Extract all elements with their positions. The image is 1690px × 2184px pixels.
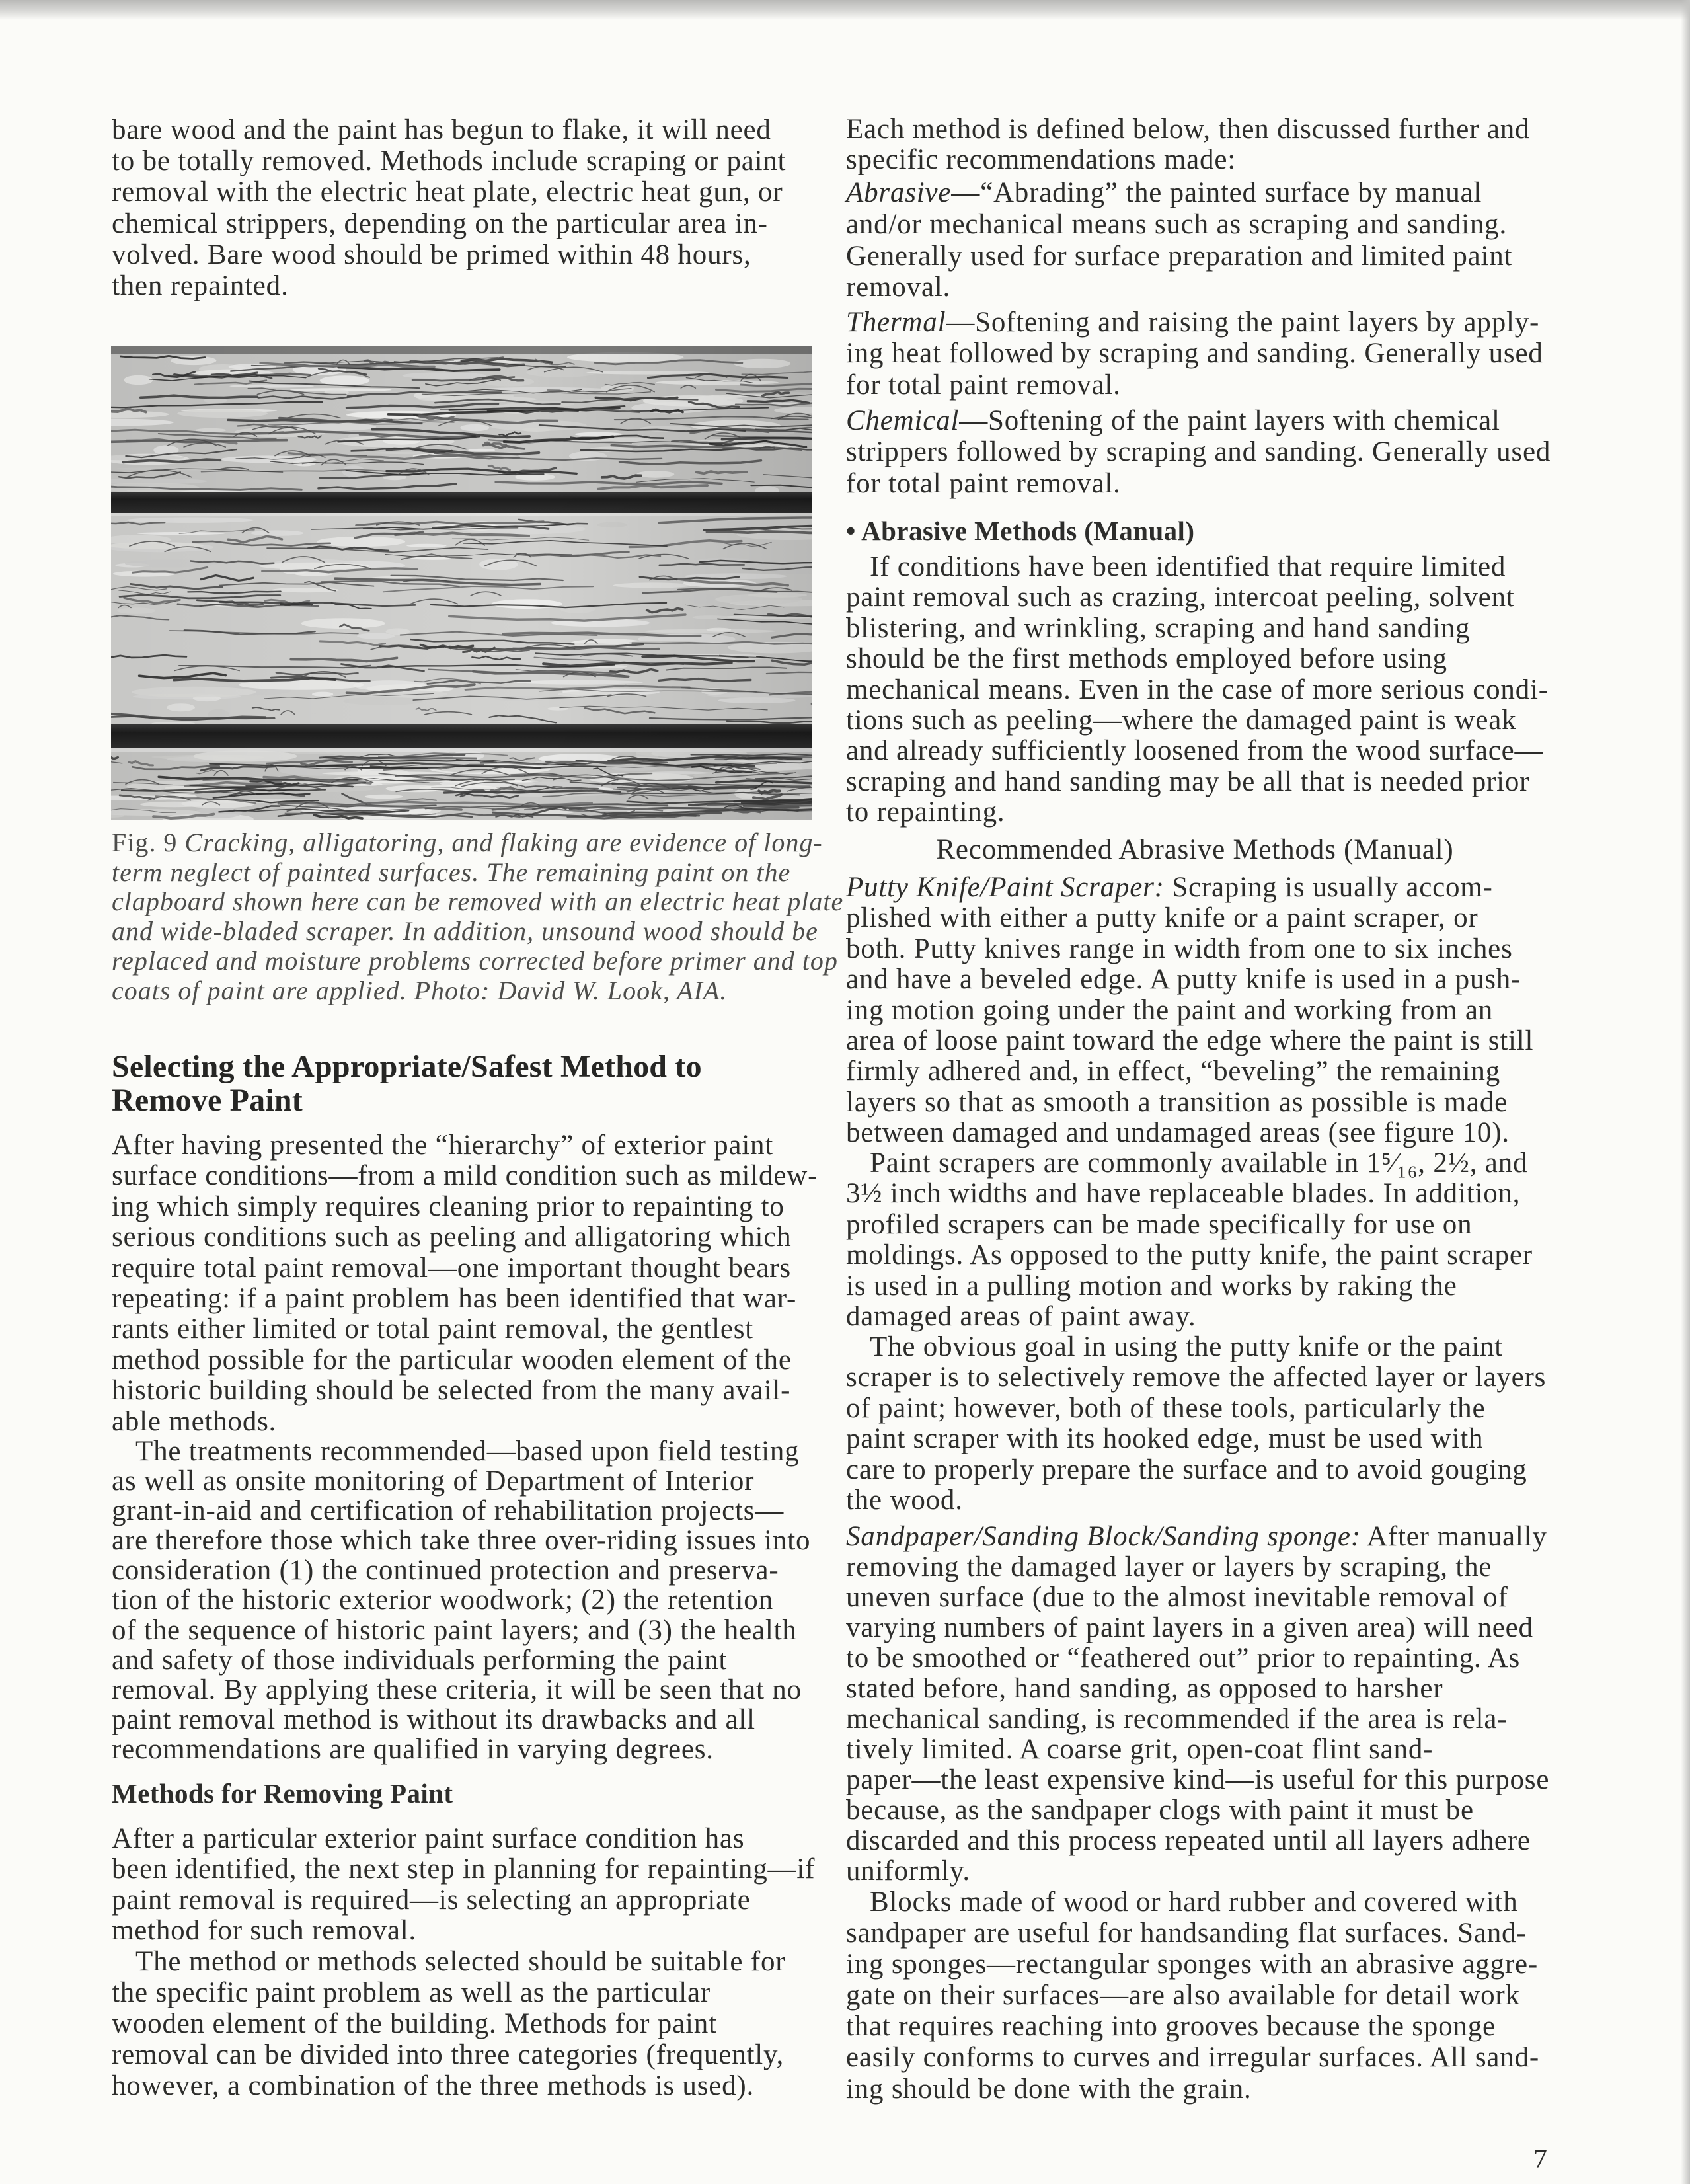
sandpaper-term: Sandpaper/Sanding Block/Sanding sponge: [846,1521,1361,1552]
treatments-paragraph: The treatments recommended—based upon field testing as well as onsite monitoring of Department of Interior grant-in-aid and certification of rehabilitation projects— are therefore those which take three over-riding issues into consideration (1) the continued protection and preserva- tion of the historic exterior woodwork; (2) the retention of the sequence of historic paint layers; and (3) the health and safety of those individuals performing the paint removal. By applying these criteria, it will be seen that no paint removal method is without its drawbacks and all recommendations are qualified in varying degrees. [112,1436,811,1765]
thermal-definition-text: —Softening and raising the paint layers by apply- ing heat followed by scraping and sanding. Generally used for total paint removal. [846,307,1543,401]
thermal-definition [846,307,1543,401]
condition-identified-paragraph: After a particular exterior paint surface condition has been identified, the next step in planning for repainting—if paint removal is required—is selecting an appropriate method for such removal. [112,1823,816,1947]
hierarchy-paragraph: After having presented the “hierarchy” of exterior paint surface conditions—from a mild condition such as mildew- ing which simply requires cleaning prior to repainting to serious conditions such as peeling and alligatoring which require total paint removal—one important thought bears repeating: if a paint problem has been identified that war- rants either limited or total paint removal, the gentlest method possible for the particular wooden element of the historic building should be selected from the many avail- able methods. [112,1130,818,1437]
scan-edge-right [1681,0,1690,2184]
abrasive-methods-heading: • Abrasive Methods (Manual) [846,516,1195,546]
figure-label: Fig. 9 [112,828,178,857]
photo-shading [111,346,812,820]
paint-scrapers-paragraph: Paint scrapers are commonly available in 1⁵⁄₁₆, 2½, and 3½ inch widths and have replaceable blades. In addition, profiled scrapers can be made specifically for use on moldings. As opposed to the putty knife, the paint scraper is used in a pulling motion and works by raking the damaged areas of paint away. [846,1148,1533,1333]
sandpaper-paragraph [846,1522,1549,1887]
methods-intro: Each method is defined below, then discussed further and specific recommendations made: [846,114,1530,176]
recommended-abrasive-heading: Recommended Abrasive Methods (Manual) [936,834,1454,865]
sandpaper-text: After manually removing the damaged layer or layers by scraping, the uneven surface (due to the almost inevitable removal of varying numbers of paint layers in a given area) will need to be smoothed or “feathered out” prior to repainting. As stated before, hand sanding, as opposed to harsher mechanical sanding, is recommended if the area is rela- tively limited. A coarse grit, open-coat flint sand- paper—the least expensive kind—is useful for this purpose because, as the sandpaper clogs with paint it must be discarded and this process repeated until all layers adhere uniformly. [846,1521,1550,1887]
page-number: 7 [1533,2144,1548,2175]
intro-paragraph: bare wood and the paint has begun to flake, it will need to be totally removed. Methods include scraping or paint removal with the electric heat plate, electric heat gun, or chemical strippers, depending on the particular area in- volved. Bare wood should be primed within 48 hours, then repainted. [112,114,787,302]
putty-knife-text: Scraping is usually accom- plished with either a putty knife or a paint scraper, or both. Putty knives range in width from one to six inches and have a beveled edge. A putty knife is used in a push- ing motion going under the paint and working from an area of loose paint toward the edge where the paint is still firmly adhered and, in effect, “beveling” the remaining layers so that as smooth a transition as possible is made between damaged and undamaged areas (see figure 10). [846,872,1534,1149]
putty-knife-term: Putty Knife/Paint Scraper: [846,872,1165,903]
obvious-goal-paragraph: The obvious goal in using the putty knife or the paint scraper is to selectively remove the affected layer or layers of paint; however, both of these tools, particularly the paint scraper with its hooked edge, must be used with care to properly prepare the surface and to avoid gouging the wood. [846,1331,1547,1516]
figure-caption [112,828,843,1005]
method-selection-paragraph: The method or methods selected should be suitable for the specific paint problem as well as the particular wooden element of the building. Methods for paint removal can be divided into three categories (frequently, however, a combination of the three methods is used). [112,1946,786,2101]
thermal-term: Thermal [846,307,946,338]
abrasive-definition-text: —“Abrading” the painted surface by manual and/or mechanical means such as scraping and sanding. Generally used for surface preparation and limited paint removal. [846,177,1513,303]
chemical-definition [846,405,1551,499]
scan-edge-top [0,0,1690,20]
abrasive-definition [846,177,1512,303]
abrasive-methods-paragraph: If conditions have been identified that require limited paint removal such as crazing, intercoat peeling, solvent blistering, and wrinkling, scraping and hand sanding should be the first methods employed before using mechanical means. Even in the case of more serious condi- tions such as peeling—where the damaged paint is weak and already sufficiently loosened from the wood surface— scraping and hand sanding may be all that is needed prior to repainting. [846,551,1549,828]
sanding-blocks-paragraph: Blocks made of wood or hard rubber and covered with sandpaper are useful for handsanding flat surfaces. Sand- ing sponges—rectangular sponges with an abrasive aggre- gate on their surfaces—are also available for detail work that requires reaching into grooves because the sponge easily conforms to curves and irregular surfaces. All sand- ing should be done with the grain. [846,1887,1540,2105]
chemical-term: Chemical [846,405,960,436]
figure-caption-text: Cracking, alligatoring, and flaking are evidence of long- term neglect of painted surfaces. The remaining paint on the clapboard shown here can be removed with an electric heat plate and wide-bladed scraper. In addition, unsound wood should be replaced and moisture problems corrected before primer and top coats of paint are applied. Photo: David W. Look, AIA. [112,828,844,1005]
section-heading: Selecting the Appropriate/Safest Method to Remove Paint [112,1049,702,1118]
abrasive-term: Abrasive [846,177,952,208]
clapboard-photo [111,346,812,820]
methods-subheading: Methods for Removing Paint [112,1778,453,1809]
chemical-definition-text: —Softening of the paint layers with chemical strippers followed by scraping and sanding. Generally used for total paint removal. [846,405,1551,499]
putty-knife-paragraph [846,873,1533,1149]
